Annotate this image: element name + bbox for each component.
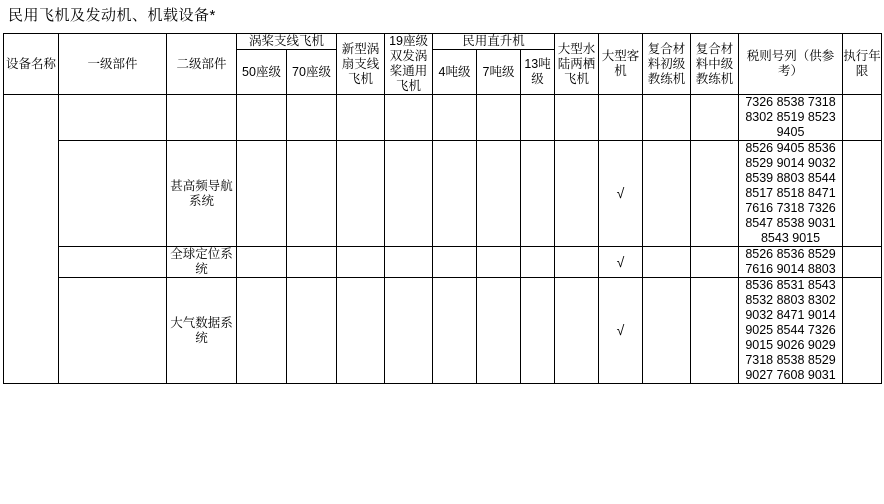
header-exec-years: 执行年限 <box>843 34 882 95</box>
header-tax-code: 税则号列（供参考） <box>739 34 843 95</box>
cell-part-level2: 大气数据系统 <box>167 278 237 384</box>
cell-part-level2: 甚高频导航系统 <box>167 141 237 247</box>
cell-ton4 <box>433 95 477 141</box>
cell-large-amphibious <box>555 95 599 141</box>
cell-large-passenger: √ <box>599 247 643 278</box>
cell-large-passenger: √ <box>599 278 643 384</box>
header-equipment-name: 设备名称 <box>4 34 59 95</box>
cell-seat70 <box>287 278 337 384</box>
header-composite-primary-trainer: 复合材料初级教练机 <box>643 34 691 95</box>
page-title: 民用飞机及发动机、机载设备* <box>8 7 216 24</box>
cell-seat70 <box>287 141 337 247</box>
cell-part-level1 <box>59 141 167 247</box>
cell-seat19 <box>385 141 433 247</box>
header-part-level2: 二级部件 <box>167 34 237 95</box>
table-row <box>4 95 882 141</box>
cell-new-turbofan <box>337 278 385 384</box>
cell-tax-code: 8526 9405 8536 8529 9014 9032 8539 8803 8544 8517 8518 8471 7616 7318 7326 8547 8538 9031 8543 9015 <box>739 141 843 247</box>
cell-tax-code: 8536 8531 8543 8532 8803 8302 9032 8471 9014 9025 8544 7326 9015 9026 9029 7318 8538 8529 9027 7608 9031 <box>739 278 843 384</box>
cell-composite-primary-trainer <box>643 141 691 247</box>
cell-ton7 <box>477 278 521 384</box>
cell-composite-intermediate-trainer <box>691 95 739 141</box>
cell-large-amphibious <box>555 278 599 384</box>
cell-new-turbofan <box>337 141 385 247</box>
cell-composite-intermediate-trainer <box>691 278 739 384</box>
header-ton7: 7吨级 <box>477 50 521 95</box>
header-part-level1: 一级部件 <box>59 34 167 95</box>
cell-seat50 <box>237 278 287 384</box>
header-large-amphibious: 大型水陆两栖飞机 <box>555 34 599 95</box>
cell-ton7 <box>477 247 521 278</box>
cell-large-amphibious <box>555 247 599 278</box>
cell-ton13 <box>521 95 555 141</box>
cell-seat50 <box>237 141 287 247</box>
cell-part-level1 <box>59 247 167 278</box>
table-body <box>4 95 882 384</box>
cell-ton4 <box>433 247 477 278</box>
cell-exec-years <box>843 247 882 278</box>
header-ton4: 4吨级 <box>433 50 477 95</box>
equipment-spec-table <box>3 33 882 384</box>
cell-ton7 <box>477 95 521 141</box>
header-row-1 <box>4 34 882 50</box>
cell-seat70 <box>287 247 337 278</box>
cell-part-level2 <box>167 95 237 141</box>
header-turboprop-group: 涡桨支线飞机 <box>237 34 337 50</box>
cell-tax-code: 7326 8538 7318 8302 8519 8523 9405 <box>739 95 843 141</box>
cell-exec-years <box>843 95 882 141</box>
cell-exec-years <box>843 141 882 247</box>
cell-composite-primary-trainer <box>643 247 691 278</box>
header-seat70: 70座级 <box>287 50 337 95</box>
cell-part-level1 <box>59 278 167 384</box>
header-large-passenger: 大型客机 <box>599 34 643 95</box>
cell-seat50 <box>237 247 287 278</box>
cell-part-level2: 全球定位系统 <box>167 247 237 278</box>
cell-composite-primary-trainer <box>643 95 691 141</box>
cell-new-turbofan <box>337 95 385 141</box>
cell-ton4 <box>433 278 477 384</box>
cell-composite-intermediate-trainer <box>691 247 739 278</box>
header-civil-helicopter-group: 民用直升机 <box>433 34 555 50</box>
cell-part-level1 <box>59 95 167 141</box>
cell-large-passenger: √ <box>599 141 643 247</box>
table-header <box>4 34 882 95</box>
cell-seat19 <box>385 278 433 384</box>
cell-ton13 <box>521 278 555 384</box>
cell-large-passenger <box>599 95 643 141</box>
header-composite-intermediate-trainer: 复合材料中级教练机 <box>691 34 739 95</box>
cell-ton7 <box>477 141 521 247</box>
cell-ton13 <box>521 247 555 278</box>
table-row <box>4 141 882 247</box>
cell-new-turbofan <box>337 247 385 278</box>
table-row <box>4 278 882 384</box>
cell-large-amphibious <box>555 141 599 247</box>
cell-seat50 <box>237 95 287 141</box>
table-row <box>4 247 882 278</box>
cell-equipment-name <box>4 95 59 384</box>
cell-ton4 <box>433 141 477 247</box>
cell-seat19 <box>385 247 433 278</box>
cell-seat19 <box>385 95 433 141</box>
cell-exec-years <box>843 278 882 384</box>
header-ton13: 13吨级 <box>521 50 555 95</box>
cell-tax-code: 8526 8536 8529 7616 9014 8803 <box>739 247 843 278</box>
header-new-turbofan: 新型涡扇支线飞机 <box>337 34 385 95</box>
cell-composite-primary-trainer <box>643 278 691 384</box>
cell-seat70 <box>287 95 337 141</box>
header-seat19: 19座级双发涡桨通用飞机 <box>385 34 433 95</box>
header-seat50: 50座级 <box>237 50 287 95</box>
cell-ton13 <box>521 141 555 247</box>
cell-composite-intermediate-trainer <box>691 141 739 247</box>
